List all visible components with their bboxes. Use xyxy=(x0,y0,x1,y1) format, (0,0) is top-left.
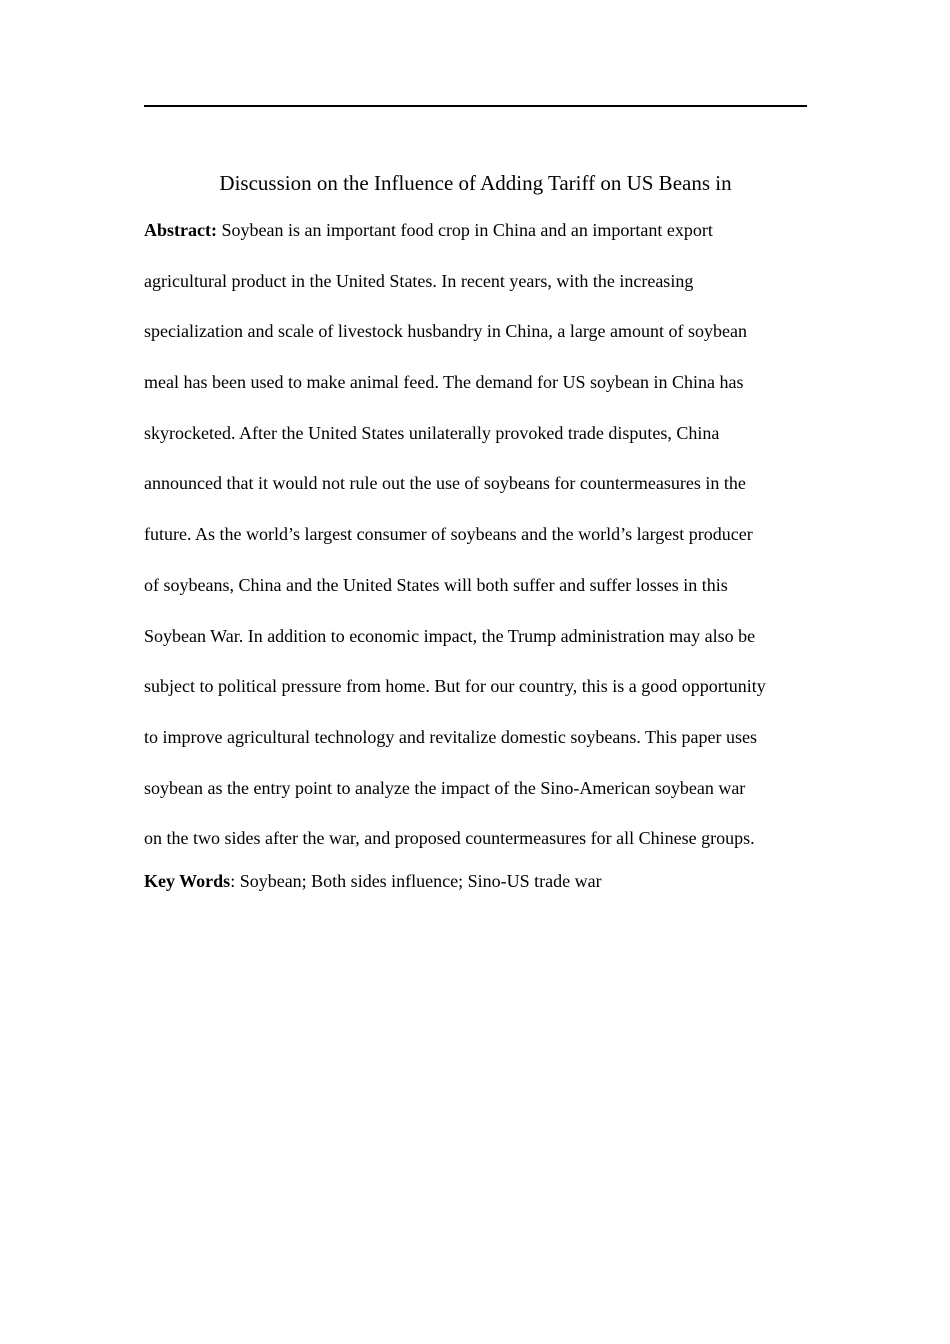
abstract-line: to improve agricultural technology and revitalize domestic soybeans. This paper uses xyxy=(144,726,757,747)
abstract-line: of soybeans, China and the United States will both suffer and suffer losses in this xyxy=(144,574,728,595)
abstract-line: on the two sides after the war, and proposed countermeasures for all Chinese groups. xyxy=(144,828,755,849)
abstract-line: announced that it would not rule out the use of soybeans for countermeasures in the xyxy=(144,473,746,494)
abstract-section xyxy=(144,213,807,872)
abstract-line: Soybean War. In addition to economic impact, the Trump administration may also be xyxy=(144,625,756,646)
header-rule xyxy=(144,105,807,107)
keywords-label: Key Words xyxy=(144,871,231,891)
document-title: Discussion on the Influence of Adding Tariff on US Beans in xyxy=(219,171,732,195)
abstract-line xyxy=(144,213,807,264)
abstract-line: subject to political pressure from home. But for our country, this is a good opportunity xyxy=(144,676,766,697)
abstract-line: skyrocketed. After the United States unilaterally provoked trade disputes, China xyxy=(144,422,720,443)
abstract-line: soybean as the entry point to analyze the impact of the Sino-American soybean war xyxy=(144,777,746,798)
abstract-line: meal has been used to make animal feed. The demand for US soybean in China has xyxy=(144,372,744,393)
abstract-text: Soybean is an important food crop in China and an important export xyxy=(221,220,713,240)
abstract-line: specialization and scale of livestock husbandry in China, a large amount of soybean xyxy=(144,321,747,342)
keywords-section xyxy=(144,866,807,896)
abstract-line: agricultural product in the United States. In recent years, with the increasing xyxy=(144,270,694,291)
keywords-text: : Soybean; Both sides influence; Sino-US trade war xyxy=(230,871,602,891)
abstract-label: Abstract: xyxy=(144,220,217,240)
abstract-line: future. As the world’s largest consumer of soybeans and the world’s largest producer xyxy=(144,524,753,545)
